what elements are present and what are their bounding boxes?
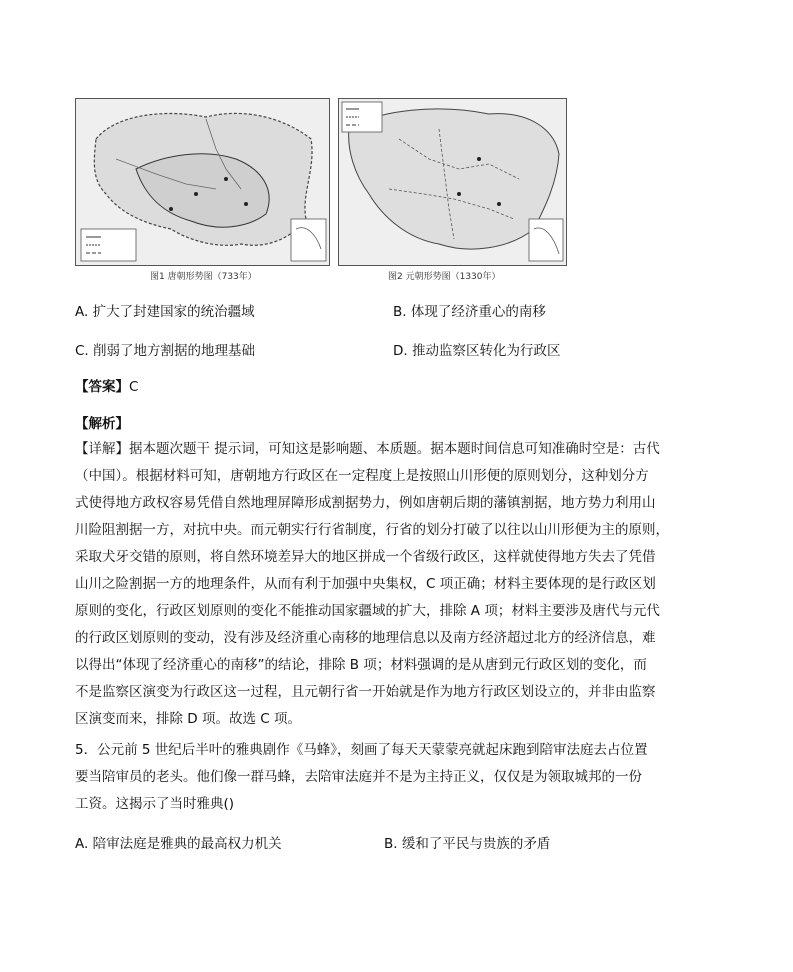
- question-5-line: 工资。这揭示了当时雅典(): [75, 796, 235, 812]
- option-a: A. 扩大了封建国家的统治疆域: [75, 304, 255, 320]
- analysis-line: 区演变而来，排除 D 项。故选 C 项。: [75, 711, 301, 727]
- analysis-line: 山川之险割据一方的地理条件，从而有利于加强中央集权，C 项正确；材料主要体现的是行政区划: [75, 576, 656, 592]
- analysis-line: 式使得地方政权容易凭借自然地理屏障形成割据势力，例如唐朝后期的藩镇割据，地方势力利用山: [75, 495, 656, 511]
- analysis-line: 采取犬牙交错的原则，将自然环境差异大的地区拼成一个省级行政区，这样就使得地方失去了凭借: [75, 549, 656, 565]
- q5-option-b: B. 缓和了平民与贵族的矛盾: [384, 836, 551, 852]
- question-5-line: 5．公元前 5 世纪后半叶的雅典剧作《马蜂》，刻画了每天天蒙蒙亮就起床跑到陪审法庭去占位置: [75, 742, 648, 758]
- fig2-caption: 图2 元朝形势图（1330年）: [388, 272, 501, 282]
- analysis-line: 川险阻割据一方，对抗中央。而元朝实行行省制度，行省的划分打破了以往以山川形便为主的原则，: [75, 522, 669, 538]
- option-c: C. 削弱了地方割据的地理基础: [75, 343, 256, 359]
- analysis-line: 原则的变化，行政区划原则的变化不能推动国家疆域的扩大，排除 A 项；材料主要涉及唐代与元代: [75, 603, 660, 619]
- question-5: [75, 737, 715, 818]
- analysis-line: 不是监察区演变为行政区这一过程，且元朝行省一开始就是作为地方行政区划设立的，并非由监察: [75, 684, 656, 700]
- analysis-body: [75, 436, 715, 733]
- map-figures: [75, 98, 565, 288]
- answer-label: 【答案】: [75, 379, 129, 395]
- fig1-caption: 图1 唐朝形势图（733年）: [150, 272, 257, 282]
- yuan-dynasty-map: [338, 98, 567, 266]
- q5-option-a: A. 陪审法庭是雅典的最高权力机关: [75, 836, 282, 852]
- analysis-heading: 【解析】: [75, 416, 129, 432]
- analysis-line: 【详解】据本题次题干 提示词，可知这是影响题、本质题。据本题时间信息可知准确时空是：古代: [75, 441, 660, 457]
- analysis-line: 的行政区划原则的变动，没有涉及经济重心南移的地理信息以及南方经济超过北方的经济信息，难: [75, 630, 656, 646]
- tang-dynasty-map: [75, 98, 330, 266]
- answer-line: [75, 375, 138, 395]
- option-d: D. 推动监察区转化为行政区: [393, 343, 561, 359]
- question-5-line: 要当陪审员的老头。他们像一群马蜂，去陪审法庭并不是为主持正义，仅仅是为领取城邦的一份: [75, 769, 642, 785]
- option-b: B. 体现了经济重心的南移: [393, 304, 546, 320]
- answer-value: C: [129, 379, 139, 395]
- analysis-line: （中国）。根据材料可知，唐朝地方行政区在一定程度上是按照山川形便的原则划分，这种划分方: [75, 468, 649, 484]
- analysis-line: 以得出“体现了经济重心的南移”的结论，排除 B 项；材料强调的是从唐到元行政区划的变化，而: [75, 657, 647, 673]
